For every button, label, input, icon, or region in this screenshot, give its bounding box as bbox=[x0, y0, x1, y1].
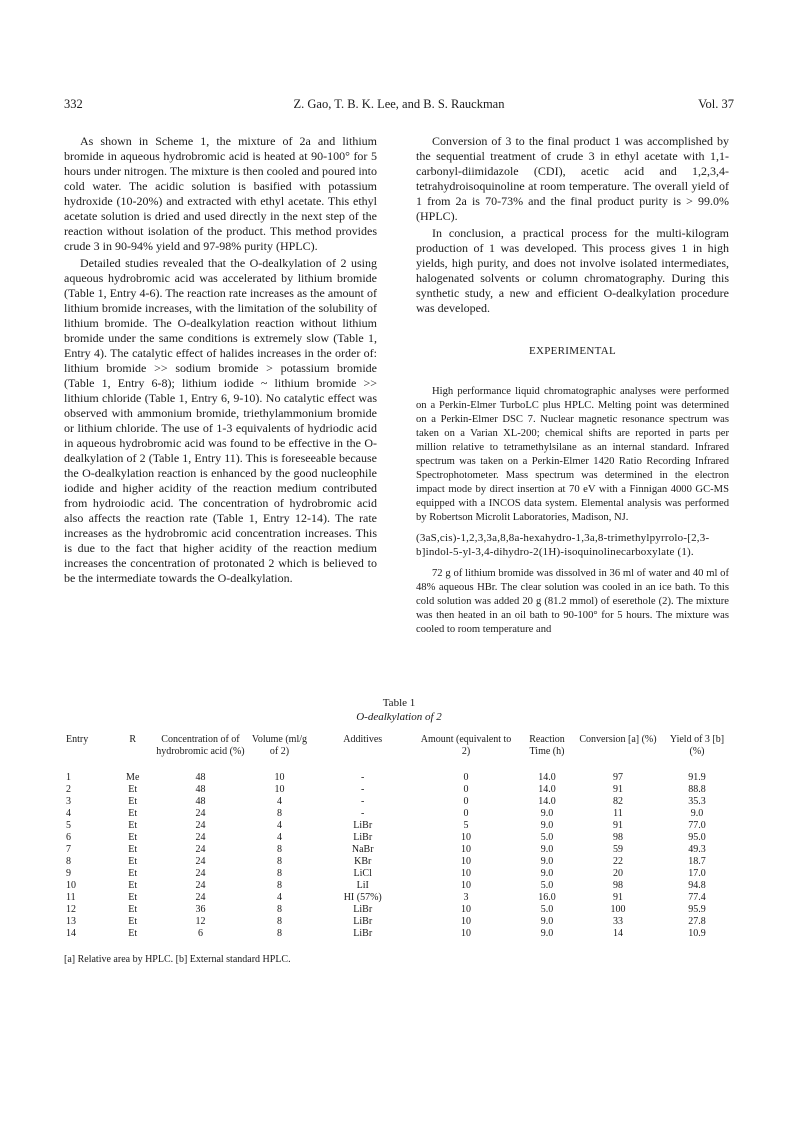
table-cell: 9.0 bbox=[540, 916, 554, 927]
data-table bbox=[64, 734, 734, 940]
table-cell: Et bbox=[128, 892, 138, 903]
table-cell: 24 bbox=[195, 880, 206, 891]
table-cell: 8 bbox=[276, 880, 282, 891]
table-cell: 3 bbox=[66, 796, 71, 807]
table-cell: 8 bbox=[276, 904, 282, 915]
table-cell: Et bbox=[128, 868, 138, 879]
table-cell: Et bbox=[128, 820, 138, 831]
table-cell: 24 bbox=[195, 832, 206, 843]
table-cell: 16.0 bbox=[538, 892, 556, 903]
column-header: Entry bbox=[66, 734, 89, 745]
table-cell: 98 bbox=[613, 832, 623, 843]
table-row bbox=[64, 928, 734, 940]
table-cell: 8 bbox=[276, 808, 282, 819]
table-cell: Et bbox=[128, 844, 138, 855]
column-header: Amount (equivalent to 2) bbox=[420, 734, 512, 757]
table-cell: 88.8 bbox=[688, 784, 706, 795]
table-cell: 4 bbox=[276, 820, 282, 831]
table-cell: 8 bbox=[276, 928, 282, 939]
table-cell: 91 bbox=[613, 784, 623, 795]
table-cell: 10 bbox=[274, 772, 285, 783]
table-cell: 97 bbox=[613, 772, 623, 783]
table-cell: 24 bbox=[195, 868, 206, 879]
table-row bbox=[64, 808, 734, 820]
column-header: Reaction Time (h) bbox=[529, 734, 565, 757]
table-cell: 0 bbox=[463, 796, 469, 807]
running-header bbox=[64, 97, 734, 113]
table-cell: LiBr bbox=[353, 820, 373, 831]
column-header: Concentration of of hydrobromic acid (%) bbox=[156, 734, 245, 757]
table-cell: Et bbox=[128, 880, 138, 891]
table-cell: 2 bbox=[66, 784, 71, 795]
table-cell: 5 bbox=[463, 820, 469, 831]
table-cell: 94.8 bbox=[688, 880, 706, 891]
table-cell: 3 bbox=[463, 892, 469, 903]
table-cell: 95.0 bbox=[688, 832, 706, 843]
table-cell: 77.0 bbox=[688, 820, 706, 831]
body-paragraph: In conclusion, a practical process for the multi-kilogram production of 1 was developed. This process gives 1 in high yields, high purity, and does not involve isolated intermediates, halogenated solvents or column chromatography. During this synthetic study, a new and efficient O-dealkylation procedure was developed. bbox=[416, 226, 729, 315]
table-cell: LiI bbox=[356, 880, 369, 891]
table-cell: 14.0 bbox=[538, 784, 556, 795]
table-cell: - bbox=[361, 784, 365, 795]
table-row bbox=[64, 892, 734, 904]
table-cell: - bbox=[361, 796, 365, 807]
table-cell: 11 bbox=[613, 808, 623, 819]
table-cell: 1 bbox=[66, 772, 71, 783]
table-cell: 24 bbox=[195, 808, 206, 819]
table-cell: Et bbox=[128, 904, 138, 915]
table-cell: Et bbox=[128, 784, 138, 795]
table-cell: 91.9 bbox=[688, 772, 706, 783]
table-cell: 4 bbox=[276, 832, 282, 843]
table-cell: KBr bbox=[354, 856, 372, 867]
table-cell: 95.9 bbox=[688, 904, 706, 915]
table-cell: 9.0 bbox=[540, 868, 554, 879]
table-row bbox=[64, 772, 734, 784]
table-cell: 12 bbox=[66, 904, 76, 915]
table-cell: 20 bbox=[613, 868, 623, 879]
table-cell: HI (57%) bbox=[343, 892, 382, 903]
table-cell: 10.9 bbox=[688, 928, 706, 939]
table-row bbox=[64, 784, 734, 796]
body-paragraph: Detailed studies revealed that the O-dealkylation of 2 using aqueous hydrobromic acid was accelerated by lithium bromide (Table 1, Entry 4-6). The reaction rate increases as the amount of lithium bromide increases, with the limitation of the solubility of lithium bromide. The O-dealkylation reaction without lithium bromide under the same conditions is extremely slow (Table 1, Entry 4). The catalytic effect of halides increases in the order of: lithium bromide >> sodium bromide > potassium bromide (Table 1, Entry 6-8); lithium iodide ~ lithium bromide >> lithium chloride (Table 1, Entry 6, 9-10). No catalytic effect was observed with ammonium bromide, triethylammonium bromide or lithium chloride. The use of 1-3 equivalents of hydriodic acid in aqueous hydrobromic acid was found to be effective in the O-dealkylation of 2 (Table 1, Entry 11). This is foreseeable because the O-dealkylation reaction is enhanced by the good nucleophile iodide and higher acidity of the reaction medium contributed from hydroiodic acid. The concentration of hydrobromic acid also affects the reaction rate (Table 1, Entry 12-14). The rate increases as the hydrobromic acid concentration increases. This is due to the fact that higher acidity of the reaction medium increases the concentration of protonated 2 which is believed to be the intermediate towards the O-dealkylation. bbox=[64, 256, 377, 585]
table-cell: 36 bbox=[195, 904, 206, 915]
table-cell: 9 bbox=[66, 868, 71, 879]
table-cell: 4 bbox=[276, 892, 282, 903]
table-cell: 6 bbox=[197, 928, 203, 939]
table-cell: 10 bbox=[461, 856, 471, 867]
table-cell: 10 bbox=[461, 868, 471, 879]
table-cell: 10 bbox=[66, 880, 76, 891]
running-authors: Z. Gao, T. B. K. Lee, and B. S. Rauckman bbox=[293, 97, 505, 111]
table-cell: 10 bbox=[461, 844, 471, 855]
body-paragraph: 72 g of lithium bromide was dissolved in 36 ml of water and 40 ml of 48% aqueous HBr. The clear solution was cooled in an ice bath. To this cold solution was added 20 g (81.2 mmol) of eserethole (2). The mixture was then heated in an oil bath to 90-100° for 5 hours. The mixture was cooled to room temperature and bbox=[416, 568, 729, 635]
table-label: Table 1 bbox=[382, 697, 416, 709]
section-heading: EXPERIMENTAL bbox=[528, 345, 617, 357]
table-cell: 14.0 bbox=[538, 772, 556, 783]
left-column bbox=[64, 134, 377, 588]
column-header: R bbox=[129, 734, 137, 745]
table-cell: 77.4 bbox=[688, 892, 706, 903]
column-header: Volume (ml/g of 2) bbox=[251, 734, 307, 757]
table-cell: 48 bbox=[195, 772, 206, 783]
table-cell: 9.0 bbox=[540, 856, 554, 867]
table-cell: 0 bbox=[463, 808, 469, 819]
table-body bbox=[64, 772, 734, 940]
compound-name: (3aS,cis)-1,2,3,3a,8,8a-hexahydro-1,3a,8-trimethylpyrrolo-[2,3-b]indol-5-yl-3,4-dihydro-2(1H)-isoquinolinecarboxylate (1). bbox=[416, 532, 710, 558]
table-row bbox=[64, 820, 734, 832]
table-cell: 48 bbox=[195, 784, 206, 795]
table-cell: Et bbox=[128, 928, 138, 939]
table-title: O-dealkylation of 2 bbox=[356, 711, 442, 723]
table-cell: 8 bbox=[276, 856, 282, 867]
table-cell: 10 bbox=[461, 928, 471, 939]
table-cell: 35.3 bbox=[688, 796, 706, 807]
table-cell: 9.0 bbox=[540, 820, 554, 831]
table-cell: 59 bbox=[613, 844, 623, 855]
table-cell: Et bbox=[128, 832, 138, 843]
page-number: 332 bbox=[64, 97, 83, 111]
body-paragraph: As shown in Scheme 1, the mixture of 2a and lithium bromide in aqueous hydrobromic acid is heated at 90-100° for 5 hours under nitrogen. The mixture is then cooled and poured into cold water. The acidic solution is basified with potassium hydroxide (10-20%) and extracted with ethyl acetate. This ethyl acetate solution is dried and used directly in the next step of the reaction without isolation of the product. This method provides crude 3 in 90-94% yield and 97-98% purity (HPLC). bbox=[64, 134, 377, 253]
table-header-row bbox=[64, 734, 734, 772]
table-cell: 8 bbox=[276, 868, 282, 879]
table-cell: NaBr bbox=[351, 844, 374, 855]
table-cell: - bbox=[361, 772, 365, 783]
volume-number: Vol. 37 bbox=[698, 97, 734, 111]
table-cell: 24 bbox=[195, 856, 206, 867]
table-cell: 5 bbox=[66, 820, 71, 831]
table-cell: Et bbox=[128, 856, 138, 867]
table-cell: 12 bbox=[195, 916, 206, 927]
table-footnote: [a] Relative area by HPLC. [b] External standard HPLC. bbox=[64, 954, 291, 965]
table-cell: 8 bbox=[276, 844, 282, 855]
table-cell: 48 bbox=[195, 796, 206, 807]
table-row bbox=[64, 916, 734, 928]
body-paragraph: Conversion of 3 to the final product 1 was accomplished by the sequential treatment of crude 3 in ethyl acetate with 1,1-carbonyl-diimidazole (CDI), acetic acid and 1,2,3,4-tetrahydroisoquinoline at room temperature. The overall yield of 1 from 2a is 70-73% and the final product purity is > 99.0% (HPLC). bbox=[416, 134, 729, 223]
table-cell: 0 bbox=[463, 772, 469, 783]
table-cell: 8 bbox=[276, 916, 282, 927]
table-cell: 10 bbox=[461, 832, 471, 843]
table-cell: 4 bbox=[276, 796, 282, 807]
table-1 bbox=[64, 696, 734, 965]
table-cell: 6 bbox=[66, 832, 71, 843]
table-cell: LiCl bbox=[353, 868, 372, 879]
table-cell: 9.0 bbox=[540, 844, 554, 855]
table-cell: 24 bbox=[195, 844, 206, 855]
table-cell: - bbox=[361, 808, 365, 819]
table-row bbox=[64, 796, 734, 808]
table-cell: 24 bbox=[195, 892, 206, 903]
table-cell: 33 bbox=[613, 916, 623, 927]
table-cell: Et bbox=[128, 796, 138, 807]
table-cell: 14 bbox=[613, 928, 623, 939]
table-cell: LiBr bbox=[353, 916, 373, 927]
table-cell: Et bbox=[128, 916, 138, 927]
table-cell: 49.3 bbox=[688, 844, 706, 855]
table-cell: 24 bbox=[195, 820, 206, 831]
body-paragraph: High performance liquid chromatographic analyses were performed on a Perkin-Elmer TurboLC plus HPLC. Melting point was determined on a Perkin-Elmer DSC 7. Nuclear magnetic resonance spectrum was taken on a Varian XL-200; chemical shifts are reported in parts per million relative to tetramethylsilane as an internal standard. Infrared spectrum was taken on a Perkin-Elmer 1420 Ratio Recording Infrared Spectrophotometer. Mass spectrum was determined in the electron impact mode by direct insertion at 70 eV with a Finnigan 4000 GC-MS equipped with a INCOS data system. Elemental analysis was performed by Robertson Microlit Laboratories, Madison, NJ. bbox=[416, 386, 729, 523]
table-cell: 9.0 bbox=[540, 808, 554, 819]
table-cell: 5.0 bbox=[540, 832, 554, 843]
table-cell: 18.7 bbox=[688, 856, 706, 867]
table-cell: 22 bbox=[613, 856, 623, 867]
table-cell: Me bbox=[126, 772, 140, 783]
table-cell: 13 bbox=[66, 916, 76, 927]
table-cell: 10 bbox=[274, 784, 285, 795]
table-cell: 82 bbox=[613, 796, 623, 807]
column-header: Additives bbox=[343, 734, 383, 745]
table-cell: 5.0 bbox=[540, 904, 554, 915]
table-row bbox=[64, 856, 734, 868]
table-cell: 98 bbox=[613, 880, 623, 891]
table-cell: 100 bbox=[610, 904, 626, 915]
table-cell: 8 bbox=[66, 856, 71, 867]
column-header: Yield of 3 [b] (%) bbox=[669, 734, 725, 757]
table-cell: LiBr bbox=[353, 928, 373, 939]
table-cell: 91 bbox=[613, 892, 623, 903]
right-column bbox=[416, 134, 729, 639]
column-header: Conversion [a] (%) bbox=[579, 734, 657, 745]
table-cell: 9.0 bbox=[540, 928, 554, 939]
table-row bbox=[64, 868, 734, 880]
table-cell: 9.0 bbox=[690, 808, 704, 819]
table-cell: Et bbox=[128, 808, 138, 819]
table-cell: 7 bbox=[66, 844, 71, 855]
table-cell: 91 bbox=[613, 820, 623, 831]
table-cell: 17.0 bbox=[688, 868, 706, 879]
table-row bbox=[64, 832, 734, 844]
table-cell: 0 bbox=[463, 784, 469, 795]
table-cell: LiBr bbox=[353, 904, 373, 915]
table-row bbox=[64, 844, 734, 856]
table-cell: 10 bbox=[461, 904, 471, 915]
table-row bbox=[64, 880, 734, 892]
table-cell: 14 bbox=[66, 928, 76, 939]
table-cell: LiBr bbox=[353, 832, 373, 843]
table-cell: 5.0 bbox=[540, 880, 554, 891]
table-cell: 10 bbox=[461, 880, 471, 891]
table-cell: 10 bbox=[461, 916, 471, 927]
table-cell: 14.0 bbox=[538, 796, 556, 807]
table-row bbox=[64, 904, 734, 916]
table-cell: 11 bbox=[66, 892, 76, 903]
table-cell: 27.8 bbox=[688, 916, 706, 927]
table-cell: 4 bbox=[66, 808, 71, 819]
